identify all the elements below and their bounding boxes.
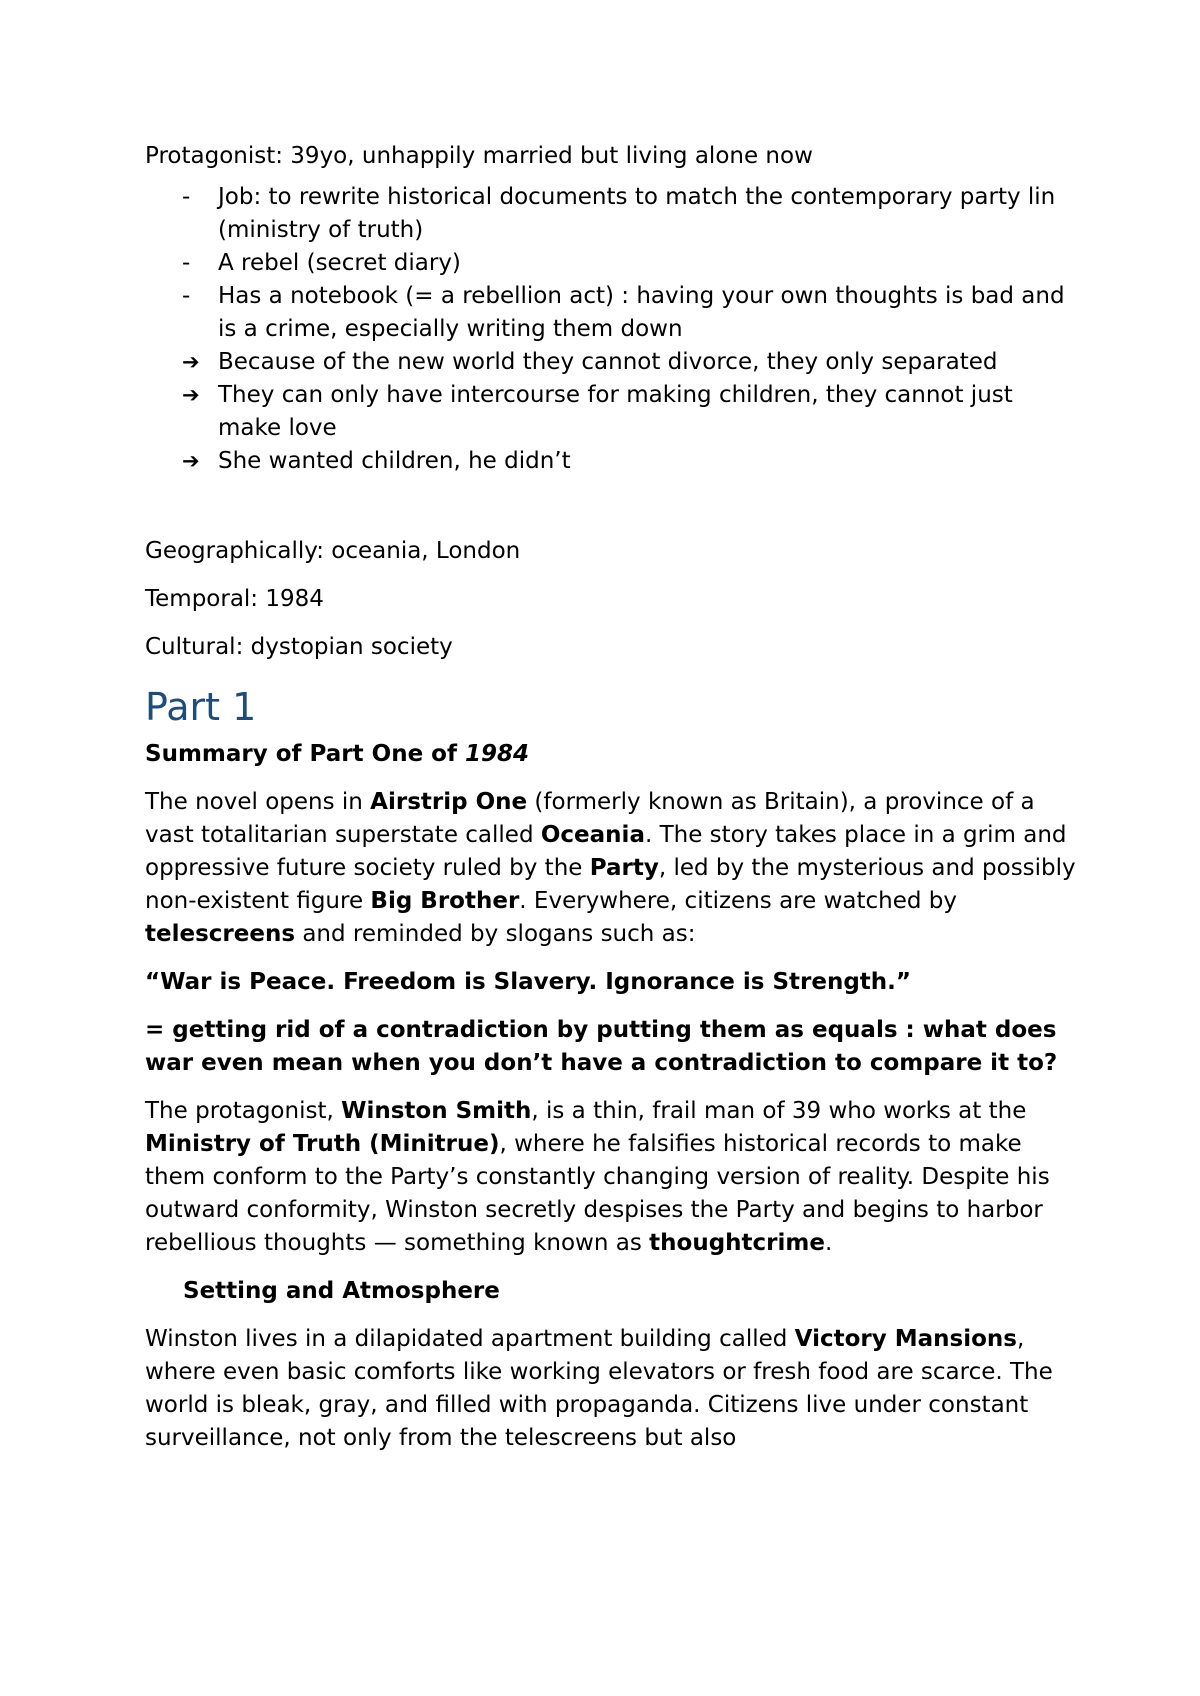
blank-spacer	[145, 478, 1085, 527]
context-cultural: Cultural: dystopian society	[145, 634, 453, 660]
text-run: Winston lives in a dilapidated apartment building called	[145, 1326, 795, 1352]
text-run: and reminded by slogans such as:	[295, 921, 696, 947]
list-item	[145, 379, 1085, 445]
text-run: , is a thin, frail man of 39 who works at the	[531, 1098, 1027, 1124]
text-run: The novel opens in	[145, 789, 371, 815]
setting-paragraph	[145, 1323, 1085, 1455]
document-page	[145, 140, 1085, 1470]
bold-term: Winston Smith	[341, 1098, 532, 1124]
part-heading: Part 1	[145, 685, 257, 729]
text-run: , led by the mysterious and possibly non-existent figure	[145, 855, 1076, 914]
dash-marker: -	[182, 283, 191, 309]
list-item	[145, 280, 1085, 346]
text-run: (formerly known as Britain), a province of a vast totalitarian superstate called	[145, 789, 1035, 848]
text-run: The protagonist,	[145, 1098, 342, 1124]
arrow-icon: ➔	[182, 449, 200, 473]
dash-marker: -	[182, 250, 191, 276]
list-item-text: A rebel (secret diary)	[218, 250, 461, 276]
text-run: , where he falsifies historical records to make them conform to the Party’s constantly changing version of reality. Despite his outward conformity, Winston secretly despises the Party and begins to harbor rebellious thoughts — something known as	[145, 1131, 1050, 1256]
text-run: .	[824, 1230, 833, 1256]
text-run: . The story takes place in a grim and oppressive future society ruled by the	[145, 822, 1067, 881]
list-item-text: Has a notebook (= a rebellion act) : having your own thoughts is bad and is a crime, especially writing them down	[218, 283, 1065, 342]
arrow-icon: ➔	[182, 383, 200, 407]
protagonist-arrow-list	[145, 346, 1085, 478]
list-item	[145, 247, 1085, 280]
list-item-text: They can only have intercourse for making children, they cannot just make love	[218, 382, 1013, 441]
text-run: . Everywhere, citizens are watched by	[519, 888, 958, 914]
bold-term: Big Brother	[370, 888, 520, 914]
protagonist-dash-list	[145, 181, 1085, 346]
bold-term: thoughtcrime	[649, 1230, 825, 1256]
bold-term: Oceania	[540, 822, 645, 848]
bold-term: telescreens	[145, 921, 296, 947]
summary-title-prefix: Summary of Part One of	[145, 741, 466, 767]
list-item	[145, 445, 1085, 478]
text-run: , where even basic comforts like working elevators or fresh food are scarce. The world is bleak, gray, and filled with propaganda. Citizens live under constant surveillance, not only from the telescreens but also	[145, 1326, 1053, 1451]
list-item-text: Job: to rewrite historical documents to match the contemporary party lin (ministry of truth)	[218, 184, 1056, 243]
bold-term: Party	[589, 855, 659, 881]
list-item	[145, 181, 1085, 247]
opening-paragraph	[145, 786, 1085, 951]
dash-marker: -	[182, 184, 191, 210]
summary-title	[145, 738, 1085, 771]
context-temporal: Temporal: 1984	[145, 586, 324, 612]
arrow-icon: ➔	[182, 350, 200, 374]
setting-heading: Setting and Atmosphere	[183, 1278, 500, 1304]
context-geographically: Geographically: oceania, London	[145, 538, 521, 564]
list-item-text: She wanted children, he didn’t	[218, 448, 571, 474]
bold-term: Ministry of Truth (Minitrue)	[145, 1131, 500, 1157]
list-item	[145, 346, 1085, 379]
slogan-note: = getting rid of a contradiction by putting them as equals : what does war even mean when you don’t have a contradiction to compare it to?	[145, 1017, 1058, 1076]
list-item-text: Because of the new world they cannot divorce, they only separated	[218, 349, 998, 375]
bold-term: Victory Mansions	[794, 1326, 1017, 1352]
summary-title-book: 1984	[465, 741, 530, 767]
protagonist-line: Protagonist: 39yo, unhappily married but living alone now	[145, 143, 813, 169]
protagonist-paragraph	[145, 1095, 1085, 1260]
bold-term: Airstrip One	[370, 789, 528, 815]
slogan: “War is Peace. Freedom is Slavery. Ignorance is Strength.”	[145, 969, 912, 995]
